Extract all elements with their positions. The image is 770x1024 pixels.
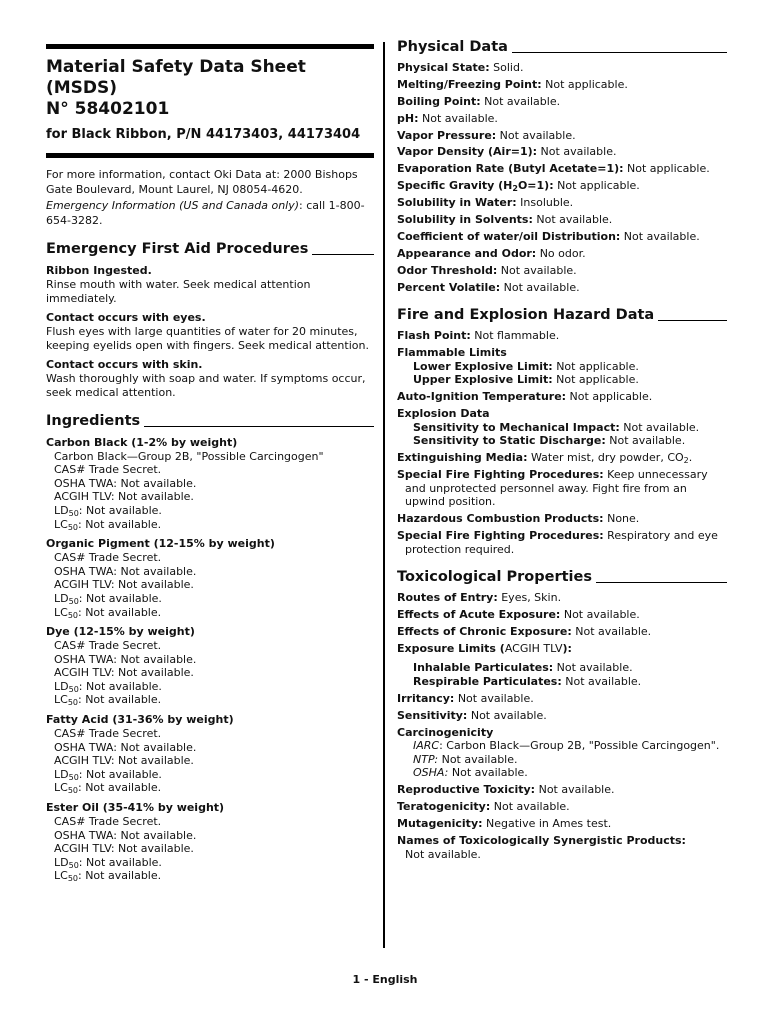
sensitivity-static: Sensitivity to Static Discharge: Not available.	[413, 434, 686, 448]
page-language: - English	[360, 973, 418, 986]
respirable-particulates: Respirable Particulates: Not available.	[413, 675, 642, 689]
ingredient-lc50: $LC_{50}$: Not available.	[54, 781, 162, 796]
auto-ignition: Auto-Ignition Temperature: Not applicable.	[397, 390, 653, 404]
title-top-rule	[46, 44, 374, 49]
lower-explosive-limit: Lower Explosive Limit: Not applicable.	[413, 359, 639, 373]
ingredient-name: Ester Oil (35-41% by weight)	[46, 801, 225, 815]
ingredient-name: Dye (12-15% by weight)	[46, 625, 195, 639]
toxicological-list	[397, 591, 727, 861]
explosion-data: Explosion Data	[397, 407, 490, 421]
emergency-phone: : call 1-800-654-3282.	[46, 199, 365, 227]
fire-hazard-list	[397, 329, 727, 556]
first-aid-item-text: Rinse mouth with water. Seek medical attention immediately.	[46, 278, 311, 305]
ingredients-list	[46, 436, 374, 883]
page-footer	[0, 973, 770, 986]
toxicological-heading: Toxicological Properties	[397, 568, 727, 586]
first-aid-item-text: Flush eyes with large quantities of water for 20 minutes, keeping eyelids open with fingers. Seek medical attention.	[46, 325, 369, 352]
synergistic-products-value: Not available.	[405, 847, 481, 861]
ingredient-acgih: ACGIH TLV: Not available.	[54, 666, 194, 680]
first-aid-item-head: Contact occurs with eyes.	[46, 311, 206, 325]
document-subtitle: for Black Ribbon, P/N 44173403, 44173404	[46, 127, 361, 142]
odor-threshold: Odor Threshold: Not available.	[397, 263, 577, 277]
ingredient-ld50: $LD_{50}$: Not available.	[54, 855, 162, 870]
physical-data-heading: Physical Data	[397, 38, 727, 56]
hazardous-combustion: Hazardous Combustion Products: None.	[397, 512, 640, 526]
acute-exposure: Effects of Acute Exposure: Not available.	[397, 608, 640, 622]
first-aid-item-head: Ribbon Ingested.	[46, 264, 152, 277]
ingredient-lc50: $LC_{50}$: Not available.	[54, 605, 162, 620]
upper-explosive-limit: Upper Explosive Limit: Not applicable.	[413, 373, 639, 387]
evaporation-rate: Evaporation Rate (Butyl Acetate=1): Not applicable.	[397, 162, 710, 176]
title-bottom-rule	[46, 153, 374, 158]
ingredient-osha: OSHA TWA: Not available.	[54, 564, 197, 578]
extinguishing-media: Extinguishing Media: Water mist, dry powder, $CO_2$.	[397, 451, 693, 466]
specific-gravity: Specific Gravity $(H_2O=1)$: Not applicable.	[397, 179, 640, 194]
flammable-limits: Flammable Limits	[397, 346, 507, 360]
vapor-pressure: Vapor Pressure: Not available.	[397, 128, 576, 142]
synergistic-products: Names of Toxicologically Synergistic Products:	[397, 834, 686, 848]
ingredient-cas: CAS# Trade Secret.	[54, 727, 162, 741]
irritancy: Irritancy: Not available.	[397, 691, 534, 705]
ingredient-ld50: $LD_{50}$: Not available.	[54, 767, 162, 782]
first-aid-heading: Emergency First Aid Procedures	[46, 240, 374, 258]
carcinogenicity: Carcinogenicity	[397, 725, 494, 739]
special-fire-procedures: Special Fire Fighting Procedures: Keep unnecessary and unprotected personnel away. Fight fire from an upwind position.	[397, 468, 708, 509]
coefficient-distribution: Coefficient of water/oil Distribution: Not available.	[397, 229, 700, 243]
page-number: 1	[352, 973, 361, 986]
flash-point: Flash Point: Not flammable.	[397, 329, 560, 343]
title-line-2: N° 58402101	[46, 99, 170, 119]
ingredient-cas: CAS# Trade Secret.	[54, 463, 162, 477]
solubility-solvents: Solubility in Solvents: Not available.	[397, 213, 613, 227]
inhalable-particulates: Inhalable Particulates: Not available.	[413, 661, 633, 675]
boiling-point: Boiling Point: Not available.	[397, 94, 561, 108]
ingredient-extra: Carbon Black—Group 2B, "Possible Carcingogen"	[54, 449, 324, 463]
emergency-info	[46, 199, 374, 228]
contact-info	[46, 168, 374, 228]
ingredient-lc50: $LC_{50}$: Not available.	[54, 693, 162, 708]
ingredient-ld50: $LD_{50}$: Not available.	[54, 503, 162, 518]
ingredient-cas: CAS# Trade Secret.	[54, 815, 162, 829]
ph-value: pH: Not available.	[397, 111, 498, 125]
physical-state: Physical State: Solid.	[397, 61, 524, 74]
melting-point: Melting/Freezing Point: Not applicable.	[397, 77, 628, 91]
osha-classification: OSHA: Not available.	[413, 766, 528, 780]
column-divider	[383, 42, 385, 948]
vapor-density: Vapor Density (Air=1): Not available.	[397, 145, 617, 159]
ingredient-lc50: $LC_{50}$: Not available.	[54, 517, 162, 532]
ingredient-acgih: ACGIH TLV: Not available.	[54, 490, 194, 504]
first-aid-item-text: Wash thoroughly with soap and water. If symptoms occur, seek medical attention.	[46, 372, 366, 399]
title-line-1: Material Safety Data Sheet (MSDS)	[46, 57, 306, 98]
ingredient-name: Fatty Acid (31-36% by weight)	[46, 713, 234, 727]
appearance-odor: Appearance and Odor: No odor.	[397, 246, 586, 260]
first-aid-item-head: Contact occurs with skin.	[46, 358, 203, 372]
teratogenicity: Teratogenicity: Not available.	[397, 800, 570, 814]
ingredient-cas: CAS# Trade Secret.	[54, 639, 162, 653]
contact-text: For more information, contact Oki Data at: 2000 Bishops Gate Boulevard, Mount Laurel, NJ 08054-4620.	[46, 168, 358, 196]
iarc-classification: IARC: Carbon Black—Group 2B, "Possible Carcingogen".	[413, 739, 720, 753]
document-title	[46, 57, 374, 120]
ingredient-acgih: ACGIH TLV: Not available.	[54, 842, 194, 856]
percent-volatile: Percent Volatile: Not available.	[397, 280, 580, 294]
ingredient-ld50: $LD_{50}$: Not available.	[54, 591, 162, 606]
solubility-water: Solubility in Water: Insoluble.	[397, 196, 574, 210]
special-fire-procedures-2: Special Fire Fighting Procedures: Respiratory and eye protection required.	[397, 528, 718, 556]
right-column	[397, 38, 727, 865]
emergency-label: Emergency Information (US and Canada only)	[46, 199, 300, 212]
ingredient-name: Organic Pigment (12-15% by weight)	[46, 537, 275, 551]
title-block	[46, 57, 374, 144]
ingredients-heading: Ingredients	[46, 412, 374, 430]
ingredient-acgih: ACGIH TLV: Not available.	[54, 578, 194, 592]
fire-hazard-heading: Fire and Explosion Hazard Data	[397, 306, 727, 324]
mutagenicity: Mutagenicity: Negative in Ames test.	[397, 817, 612, 831]
routes-of-entry: Routes of Entry: Eyes, Skin.	[397, 591, 562, 605]
ingredient-ld50: $LD_{50}$: Not available.	[54, 679, 162, 694]
ingredient-acgih: ACGIH TLV: Not available.	[54, 754, 194, 768]
sensitivity: Sensitivity: Not available.	[397, 708, 547, 722]
ntp-classification: NTP: Not available.	[413, 752, 518, 766]
ingredient-name: Carbon Black (1-2% by weight)	[46, 435, 238, 449]
chronic-exposure: Effects of Chronic Exposure: Not available.	[397, 624, 652, 638]
ingredient-cas: CAS# Trade Secret.	[54, 551, 162, 565]
ingredient-osha: OSHA TWA: Not available.	[54, 740, 197, 754]
ingredient-osha: OSHA TWA: Not available.	[54, 652, 197, 666]
ingredient-lc50: $LC_{50}$: Not available.	[54, 869, 162, 884]
physical-data-list	[397, 61, 727, 294]
sensitivity-mechanical: Sensitivity to Mechanical Impact: Not available.	[413, 420, 700, 434]
left-column	[46, 44, 374, 883]
first-aid-list	[46, 264, 374, 400]
ingredient-osha: OSHA TWA: Not available.	[54, 476, 197, 490]
ingredient-osha: OSHA TWA: Not available.	[54, 828, 197, 842]
exposure-limits: Exposure Limits (ACGIH TLV):	[397, 641, 572, 655]
reproductive-toxicity: Reproductive Toxicity: Not available.	[397, 783, 615, 797]
